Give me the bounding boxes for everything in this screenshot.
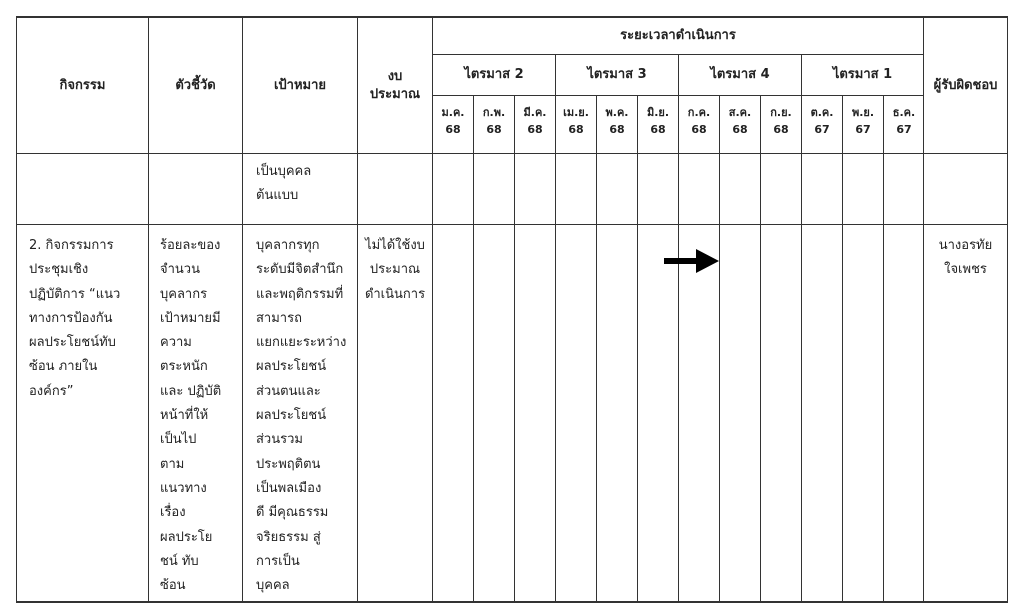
header-target: เป้าหมาย [273, 77, 327, 93]
month-header: ต.ค. 67 [810, 106, 834, 136]
month-header: ก.ย. 68 [770, 106, 792, 136]
right-arrow-icon [664, 248, 720, 274]
row2-owner: นางอรทัย ใจเพชร [938, 238, 993, 278]
month-header: พ.ค. 68 [605, 106, 629, 136]
month-header: ธ.ค. 67 [892, 106, 916, 136]
header-budget: งบ ประมาณ [369, 68, 421, 102]
row1-target: เป็นบุคคล ต้นแบบ [256, 164, 312, 204]
month-header: ก.ค. 68 [687, 106, 711, 136]
month-header: เม.ย. 68 [563, 106, 589, 136]
quarter-header: ไตรมาส 4 [710, 67, 770, 82]
row2-indicator: ร้อยละของ จำนวน บุคลากร เป้าหมายมี ความ ตระหนัก และ ปฏิบัติ หน้าที่ให้ เป็นไป ตาม แนวทาง เรื่อง ผลประโย ชน์ ทับ ซ้อน [160, 238, 222, 594]
month-header: มิ.ย. 68 [646, 106, 670, 136]
quarter-header: ไตรมาส 3 [587, 67, 647, 82]
header-period: ระยะเวลาดำเนินการ [620, 28, 736, 43]
header-indicator: ตัวชี้วัด [175, 77, 216, 93]
quarter-header: ไตรมาส 1 [832, 67, 893, 82]
month-header: มี.ค. 68 [523, 106, 547, 136]
row2-target: บุคลากรทุก ระดับมีจิตสำนึก และพฤติกรรมที่ สามารถ แยกแยะระหว่าง ผลประโยชน์ ส่วนตนและ ผลประโยชน์ ส่วนรวม ประพฤติตน เป็นพลเมือง ดี มีคุณธรรม จริยธรรม สู่ การเป็น บุคคล [256, 238, 347, 594]
header-owner: ผู้รับผิดชอบ [933, 77, 998, 93]
month-header: ส.ค. 68 [728, 106, 752, 136]
quarter-header: ไตรมาส 2 [464, 67, 524, 82]
month-header: พ.ย. 67 [851, 106, 875, 136]
row2-budget: ไม่ได้ใช้งบ ประมาณ ดำเนินการ [364, 238, 426, 302]
month-header: ม.ค. 68 [441, 106, 465, 136]
month-header: ก.พ. 68 [482, 106, 506, 136]
row2-activity: 2. กิจกรรมการ ประชุมเชิง ปฏิบัติการ “แนว ทางการป้องกัน ผลประโยชน์ทับ ซ้อน ภายใน องค์กร” [29, 238, 121, 399]
header-activity: กิจกรรม [59, 77, 106, 93]
